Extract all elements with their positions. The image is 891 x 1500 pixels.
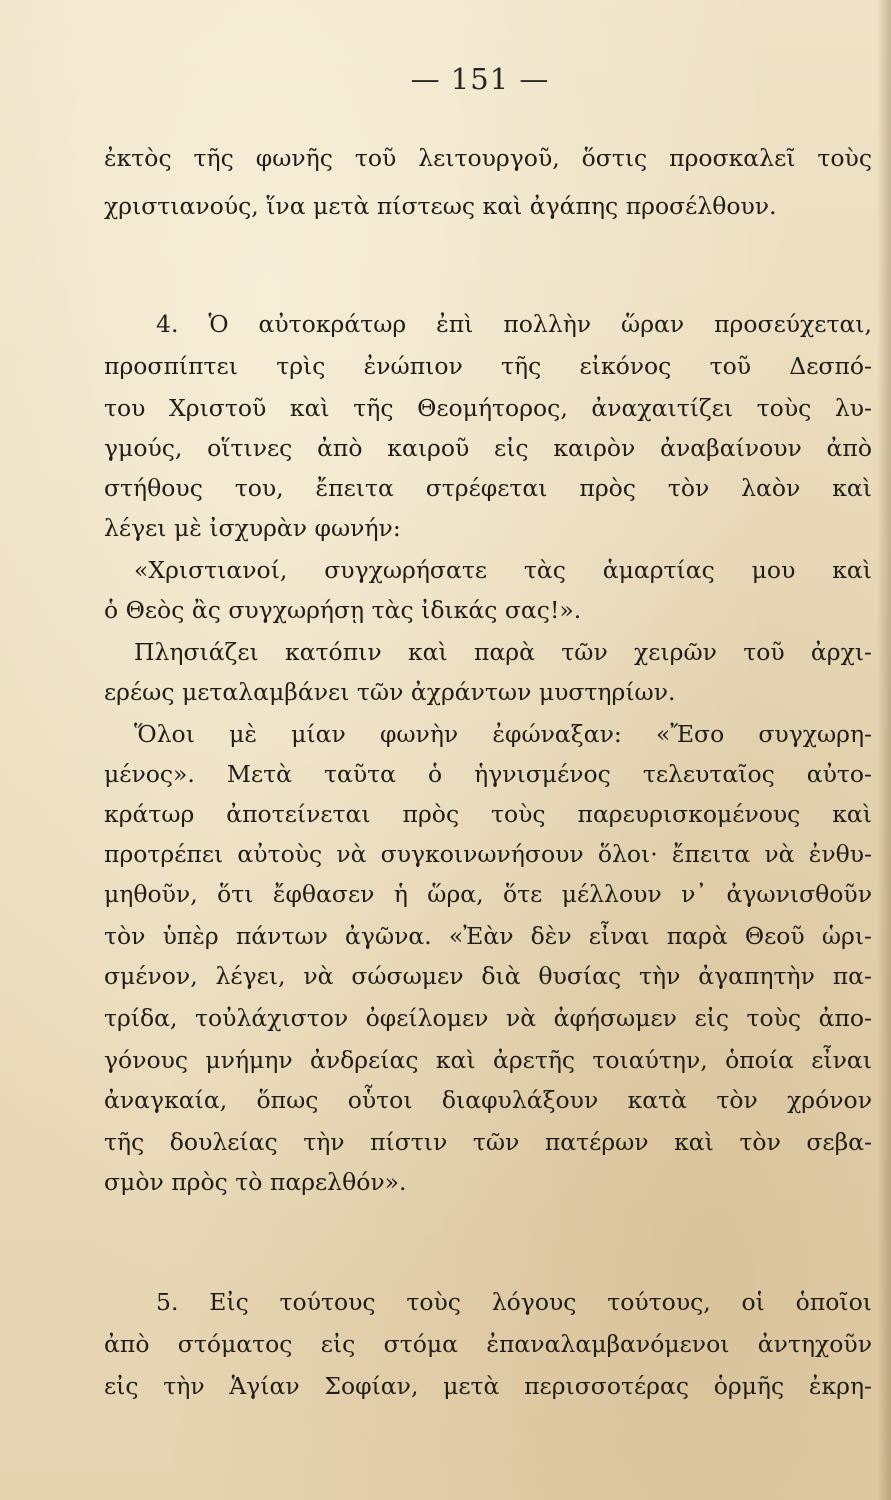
text-line: τῆς δουλείας τὴν πίστιν τῶν πατέρων καὶ τὸν σεβα- [104, 1128, 872, 1156]
text-line: γμούς, οἵτινες ἀπὸ καιροῦ εἰς καιρὸν ἀναβαίνουν ἀπὸ [104, 434, 872, 462]
text-line: λέγει μὲ ἰσχυρὰν φωνήν: [104, 514, 401, 542]
text-line: γόνους μνήμην ἀνδρείας καὶ ἀρετῆς τοιαύτην, ὁποία εἶναι [104, 1046, 872, 1074]
text-line: τὸν ὑπὲρ πάντων ἀγῶνα. «Ἐὰν δὲν εἶναι παρὰ Θεοῦ ὡρι- [104, 922, 872, 950]
text-line: ἀπὸ στόματος εἰς στόμα ἐπαναλαμβανόμενοι ἀντηχοῦν [104, 1330, 872, 1358]
text-line: ἐκτὸς τῆς φωνῆς τοῦ λειτουργοῦ, ὅστις προσκαλεῖ τοὺς [104, 144, 872, 172]
paragraph-5-start: 5. Εἰς τούτους τοὺς λόγους τούτους, οἱ ὁποῖοι [156, 1288, 872, 1316]
text-line: σμένον, λέγει, νὰ σώσωμεν διὰ θυσίας τὴν ἀγαπητὴν πα- [104, 962, 872, 990]
text-line: «Χριστιανοί, συγχωρήσατε τὰς ἁμαρτίας μου καὶ [134, 556, 872, 584]
text-line: Ὅλοι μὲ μίαν φωνὴν ἐφώναξαν: «Ἔσο συγχωρη- [134, 720, 872, 748]
text-line: εἰς τὴν Ἁγίαν Σοφίαν, μετὰ περισσοτέρας ὁρμῆς ἐκρη- [104, 1372, 872, 1400]
text-line: μηθοῦν, ὅτι ἔφθασεν ἡ ὥρα, ὅτε μέλλουν ν᾽ ἀγωνισθοῦν [104, 880, 872, 908]
page-number: — 151 — [410, 62, 550, 96]
text-line: Πλησιάζει κατόπιν καὶ παρὰ τῶν χειρῶν τοῦ ἀρχι- [134, 638, 872, 666]
text-line: κράτωρ ἀποτείνεται πρὸς τοὺς παρευρισκομένους καὶ [104, 800, 872, 828]
paragraph-4-start: 4. Ὁ αὐτοκράτωρ ἐπὶ πολλὴν ὥραν προσεύχεται, [156, 310, 872, 338]
text-line: σμὸν πρὸς τὸ παρελθόν». [104, 1168, 407, 1196]
text-line: χριστιανούς, ἵνα μετὰ πίστεως καὶ ἀγάπης προσέλθουν. [104, 192, 777, 220]
text-line: στήθους του, ἔπειτα στρέφεται πρὸς τὸν λαὸν καὶ [104, 474, 872, 502]
text-line: τρίδα, τοὐλάχιστον ὀφείλομεν νὰ ἀφήσωμεν εἰς τοὺς ἀπο- [104, 1004, 872, 1032]
text-line: ερέως μεταλαμβάνει τῶν ἀχράντων μυστηρίων. [104, 678, 676, 706]
text-line: προσπίπτει τρὶς ἐνώπιον τῆς εἰκόνος τοῦ Δεσπό- [104, 352, 872, 380]
text-line: μένος». Μετὰ ταῦτα ὁ ἡγνισμένος τελευταῖος αὐτο- [104, 760, 872, 788]
text-line: ὁ Θεὸς ἂς συγχωρήσῃ τὰς ἰδικάς σας!». [104, 596, 582, 624]
text-line: ἀναγκαία, ὅπως οὗτοι διαφυλάξουν κατὰ τὸν χρόνον [104, 1086, 872, 1114]
text-line: προτρέπει αὐτοὺς νὰ συγκοινωνήσουν ὅλοι· ἔπειτα νὰ ἐνθυ- [104, 840, 872, 868]
text-line: του Χριστοῦ καὶ τῆς Θεομήτορος, ἀναχαιτίζει τοὺς λυ- [104, 394, 872, 422]
